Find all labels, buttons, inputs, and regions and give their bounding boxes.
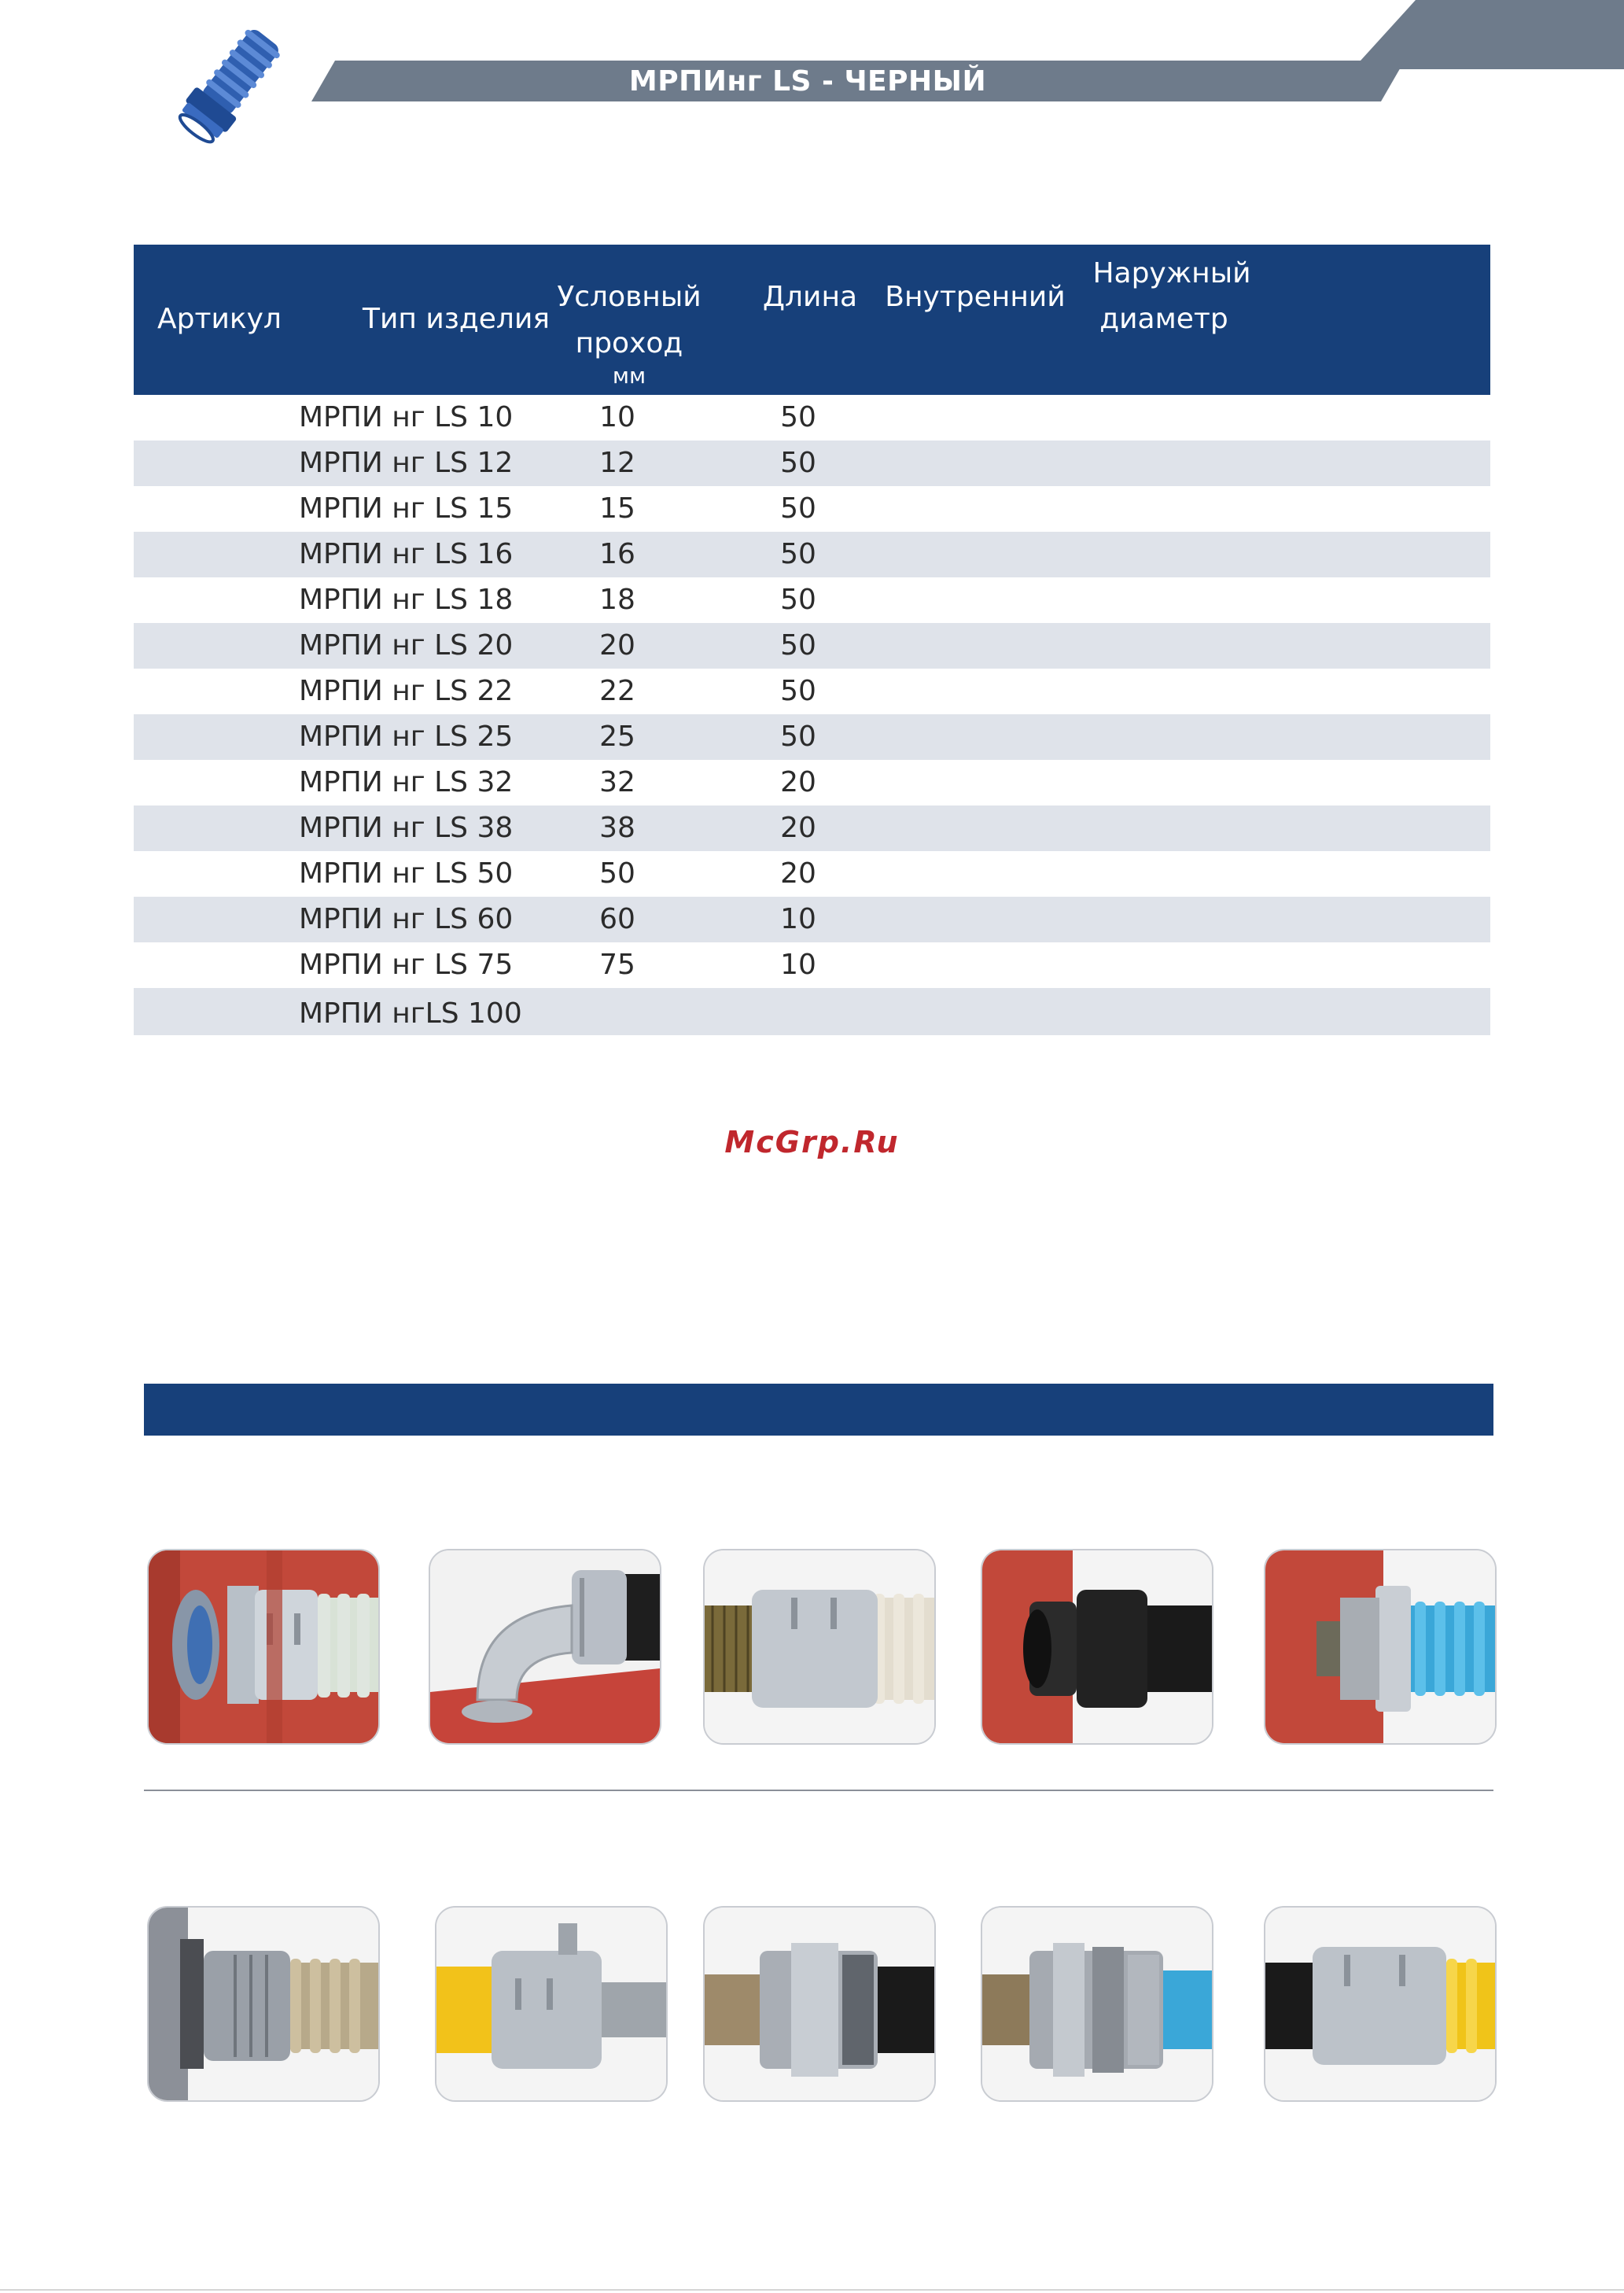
cell-bore xyxy=(558,988,676,1034)
cell-length: 50 xyxy=(780,538,816,570)
cell-type: МРПИ нг LS 50 xyxy=(299,857,514,890)
photo-fitting-red-panel-white-conduit xyxy=(147,1549,380,1745)
cell-length: 50 xyxy=(780,584,816,616)
cell-bore: 18 xyxy=(599,584,635,616)
watermark: McGrp.Ru xyxy=(724,1125,900,1159)
photo-clamp-coupling-yellow-conduit xyxy=(435,1906,668,2102)
photo-threaded-fitting-white-conduit xyxy=(703,1549,936,1745)
cell-length: 50 xyxy=(780,492,816,525)
cell-bore: 20 xyxy=(599,629,635,662)
cell-bore: 12 xyxy=(599,447,635,479)
cell-type: МРПИ нг LS 16 xyxy=(299,538,514,570)
cell-type: МРПИ нгLS 100 xyxy=(299,997,522,1030)
cell-length: 20 xyxy=(780,766,816,798)
header-bore-line1: Условный xyxy=(557,281,702,313)
section-band xyxy=(144,1384,1493,1436)
photo-panel-gland-beige-conduit xyxy=(147,1906,380,2102)
cell-length: 20 xyxy=(780,857,816,890)
cell-type: МРПИ нг LS 20 xyxy=(299,629,514,662)
table-row xyxy=(134,395,1490,441)
photo-fitting-red-panel-black-conduit xyxy=(981,1549,1213,1745)
cell-type: МРПИ нг LS 12 xyxy=(299,447,514,479)
cell-bore: 75 xyxy=(599,949,635,981)
cell-type: МРПИ нг LS 10 xyxy=(299,401,514,433)
table-row xyxy=(134,669,1490,714)
table-row xyxy=(134,851,1490,897)
cell-bore: 60 xyxy=(599,903,635,935)
cell-bore: 38 xyxy=(599,812,635,844)
photo-coupling-black-yellow-conduit xyxy=(1264,1906,1497,2102)
cell-length: 50 xyxy=(780,401,816,433)
cell-type: МРПИ нг LS 25 xyxy=(299,721,514,753)
photo-elbow-fitting-black-conduit xyxy=(429,1549,661,1745)
page-bottom-line xyxy=(0,2289,1624,2291)
header-outer-line2: диаметр xyxy=(1099,303,1228,335)
cell-type: МРПИ нг LS 38 xyxy=(299,812,514,844)
cell-bore: 10 xyxy=(599,401,635,433)
table-row xyxy=(134,760,1490,805)
cell-type: МРПИ нг LS 18 xyxy=(299,584,514,616)
photo-gland-red-panel-blue-conduit xyxy=(1264,1549,1497,1745)
cell-type: МРПИ нг LS 22 xyxy=(299,675,514,707)
cell-bore: 32 xyxy=(599,766,635,798)
table-row xyxy=(134,441,1490,486)
cell-bore: 22 xyxy=(599,675,635,707)
header-article: Артикул xyxy=(157,303,282,335)
cell-length: 10 xyxy=(780,903,816,935)
photo-gland-connector-black-conduit xyxy=(703,1906,936,2102)
header-bore-unit: мм xyxy=(612,363,646,389)
cell-length: 50 xyxy=(780,721,816,753)
cell-type: МРПИ нг LS 32 xyxy=(299,766,514,798)
table-row xyxy=(134,577,1490,623)
table-row xyxy=(134,714,1490,760)
table-row xyxy=(134,805,1490,851)
cell-length: 50 xyxy=(780,629,816,662)
header-outer-line1: Наружный xyxy=(1092,257,1251,289)
header-length: Длина xyxy=(762,281,858,313)
cell-length xyxy=(739,988,857,1034)
header-type: Тип изделия xyxy=(362,303,550,335)
cell-bore: 25 xyxy=(599,721,635,753)
header-inner: Внутренний xyxy=(885,281,1066,313)
cell-bore: 15 xyxy=(599,492,635,525)
cell-type: МРПИ нг LS 15 xyxy=(299,492,514,525)
table-row xyxy=(134,897,1490,942)
cell-length: 20 xyxy=(780,812,816,844)
cell-length: 50 xyxy=(780,447,816,479)
cell-length: 50 xyxy=(780,675,816,707)
cell-length: 10 xyxy=(780,949,816,981)
section-divider xyxy=(144,1790,1493,1791)
table-row xyxy=(134,623,1490,669)
table-row xyxy=(134,942,1490,988)
cell-bore: 16 xyxy=(599,538,635,570)
table-header xyxy=(134,245,1490,395)
cell-bore: 50 xyxy=(599,857,635,890)
photo-gland-connector-blue-conduit xyxy=(981,1906,1213,2102)
table-row xyxy=(134,486,1490,532)
header-bore-line2: проход xyxy=(575,327,683,359)
table-row xyxy=(134,988,1490,1035)
cell-type: МРПИ нг LS 75 xyxy=(299,949,514,981)
table-row xyxy=(134,532,1490,577)
page-title: МРПИнг LS - ЧЕРНЫЙ xyxy=(628,65,987,98)
header-corner-shape xyxy=(1353,0,1624,69)
cell-type: МРПИ нг LS 60 xyxy=(299,903,514,935)
conduit-fitting-logo-icon xyxy=(171,22,289,148)
